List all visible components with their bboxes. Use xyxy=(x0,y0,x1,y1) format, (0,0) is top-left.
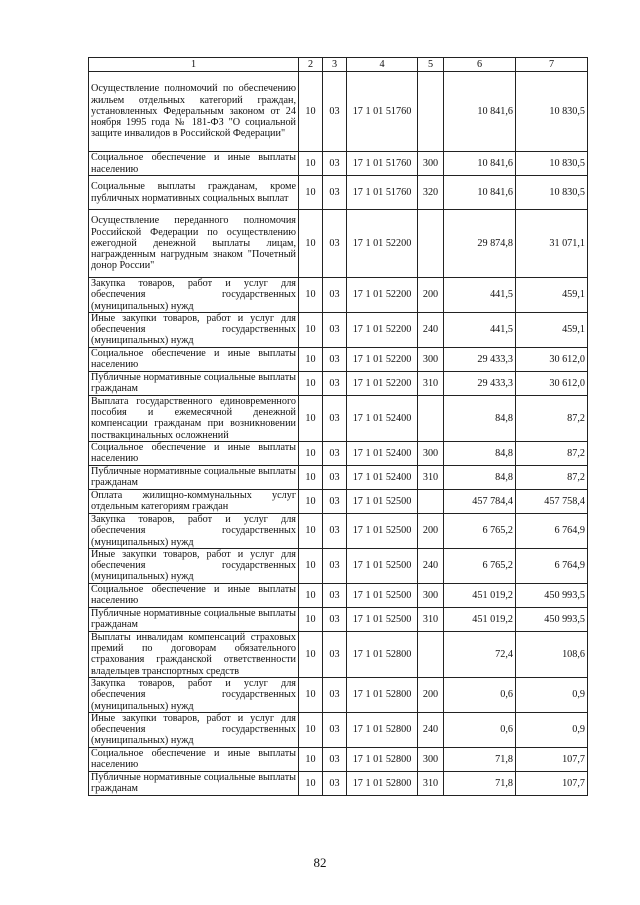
cell-target-article: 17 1 01 52200 xyxy=(347,371,418,395)
cell-name: Публичные нормативные социальные выплаты гражданам xyxy=(89,607,299,631)
cell-subsection: 03 xyxy=(323,152,347,176)
cell-amount-year-1: 71,8 xyxy=(444,771,516,795)
cell-amount-year-2: 107,7 xyxy=(516,747,588,771)
table-row xyxy=(89,747,588,771)
cell-amount-year-2: 87,2 xyxy=(516,441,588,465)
table-row xyxy=(89,371,588,395)
table-row xyxy=(89,631,588,677)
cell-section: 10 xyxy=(299,677,323,712)
cell-subsection: 03 xyxy=(323,441,347,465)
cell-expense-type: 310 xyxy=(418,371,444,395)
cell-section: 10 xyxy=(299,548,323,583)
cell-amount-year-2: 10 830,5 xyxy=(516,72,588,152)
cell-target-article: 17 1 01 52800 xyxy=(347,712,418,747)
cell-subsection: 03 xyxy=(323,747,347,771)
cell-name: Выплаты инвалидам компенсаций страховых премий по договорам обязательного страхования гражданской ответственности владельцев транспортных средств xyxy=(89,631,299,677)
table-row xyxy=(89,176,588,210)
cell-name: Социальное обеспечение и иные выплаты населению xyxy=(89,747,299,771)
cell-subsection: 03 xyxy=(323,395,347,441)
cell-name: Публичные нормативные социальные выплаты гражданам xyxy=(89,771,299,795)
cell-subsection: 03 xyxy=(323,278,347,313)
header-col-2: 2 xyxy=(299,58,323,72)
cell-section: 10 xyxy=(299,771,323,795)
cell-amount-year-1: 71,8 xyxy=(444,747,516,771)
cell-target-article: 17 1 01 52400 xyxy=(347,465,418,489)
cell-section: 10 xyxy=(299,441,323,465)
cell-section: 10 xyxy=(299,583,323,607)
header-col-1: 1 xyxy=(89,58,299,72)
cell-amount-year-2: 30 612,0 xyxy=(516,347,588,371)
cell-expense-type xyxy=(418,489,444,513)
cell-target-article: 17 1 01 52500 xyxy=(347,583,418,607)
table-row xyxy=(89,489,588,513)
cell-section: 10 xyxy=(299,465,323,489)
cell-target-article: 17 1 01 52500 xyxy=(347,489,418,513)
cell-name: Закупка товаров, работ и услуг для обеспечения государственных (муниципальных) нужд xyxy=(89,278,299,313)
cell-expense-type: 240 xyxy=(418,712,444,747)
cell-target-article: 17 1 01 52800 xyxy=(347,771,418,795)
cell-target-article: 17 1 01 52500 xyxy=(347,548,418,583)
cell-section: 10 xyxy=(299,72,323,152)
cell-amount-year-1: 29 874,8 xyxy=(444,210,516,278)
cell-target-article: 17 1 01 52800 xyxy=(347,677,418,712)
cell-subsection: 03 xyxy=(323,465,347,489)
cell-expense-type: 300 xyxy=(418,347,444,371)
cell-name: Иные закупки товаров, работ и услуг для обеспечения государственных (муниципальных) нужд xyxy=(89,712,299,747)
cell-target-article: 17 1 01 52200 xyxy=(347,210,418,278)
table-row xyxy=(89,395,588,441)
cell-expense-type: 320 xyxy=(418,176,444,210)
header-col-7: 7 xyxy=(516,58,588,72)
cell-subsection: 03 xyxy=(323,347,347,371)
table-row xyxy=(89,347,588,371)
cell-target-article: 17 1 01 52800 xyxy=(347,631,418,677)
cell-section: 10 xyxy=(299,347,323,371)
cell-name: Публичные нормативные социальные выплаты гражданам xyxy=(89,465,299,489)
table-row xyxy=(89,278,588,313)
cell-name: Социальные выплаты гражданам, кроме публичных нормативных социальных выплат xyxy=(89,176,299,210)
cell-section: 10 xyxy=(299,395,323,441)
cell-amount-year-1: 10 841,6 xyxy=(444,72,516,152)
cell-section: 10 xyxy=(299,210,323,278)
cell-section: 10 xyxy=(299,278,323,313)
cell-amount-year-1: 451 019,2 xyxy=(444,607,516,631)
cell-amount-year-1: 6 765,2 xyxy=(444,513,516,548)
cell-target-article: 17 1 01 52400 xyxy=(347,441,418,465)
cell-section: 10 xyxy=(299,312,323,347)
cell-name: Осуществление переданного полномочия Российской Федерации по осуществлению ежегодной денежной выплаты лицам, награжденным нагрудным знаком "Почетный донор России" xyxy=(89,210,299,278)
cell-expense-type: 200 xyxy=(418,677,444,712)
header-row xyxy=(89,58,588,72)
cell-target-article: 17 1 01 52800 xyxy=(347,747,418,771)
cell-target-article: 17 1 01 52500 xyxy=(347,513,418,548)
cell-amount-year-1: 29 433,3 xyxy=(444,347,516,371)
cell-target-article: 17 1 01 51760 xyxy=(347,176,418,210)
cell-amount-year-1: 0,6 xyxy=(444,677,516,712)
cell-name: Оплата жилищно-коммунальных услуг отдельным категориям граждан xyxy=(89,489,299,513)
table-row xyxy=(89,152,588,176)
cell-amount-year-2: 87,2 xyxy=(516,465,588,489)
cell-amount-year-2: 107,7 xyxy=(516,771,588,795)
cell-amount-year-1: 72,4 xyxy=(444,631,516,677)
table-row xyxy=(89,771,588,795)
cell-amount-year-1: 84,8 xyxy=(444,441,516,465)
table-row xyxy=(89,677,588,712)
cell-section: 10 xyxy=(299,152,323,176)
cell-target-article: 17 1 01 52400 xyxy=(347,395,418,441)
header-col-4: 4 xyxy=(347,58,418,72)
cell-name: Выплата государственного единовременного пособия и ежемесячной денежной компенсации гражданам при возникновении поствакцинальных осложнений xyxy=(89,395,299,441)
cell-target-article: 17 1 01 52200 xyxy=(347,278,418,313)
cell-amount-year-2: 457 758,4 xyxy=(516,489,588,513)
cell-name: Социальное обеспечение и иные выплаты населению xyxy=(89,441,299,465)
cell-expense-type xyxy=(418,631,444,677)
cell-amount-year-2: 459,1 xyxy=(516,278,588,313)
cell-target-article: 17 1 01 52200 xyxy=(347,312,418,347)
cell-expense-type: 310 xyxy=(418,607,444,631)
table-row xyxy=(89,441,588,465)
header-col-3: 3 xyxy=(323,58,347,72)
table-row xyxy=(89,548,588,583)
cell-expense-type: 300 xyxy=(418,441,444,465)
cell-expense-type xyxy=(418,395,444,441)
table-row xyxy=(89,583,588,607)
table-row xyxy=(89,72,588,152)
cell-expense-type xyxy=(418,210,444,278)
cell-amount-year-1: 0,6 xyxy=(444,712,516,747)
cell-expense-type: 300 xyxy=(418,583,444,607)
cell-subsection: 03 xyxy=(323,72,347,152)
cell-subsection: 03 xyxy=(323,631,347,677)
cell-amount-year-1: 457 784,4 xyxy=(444,489,516,513)
cell-amount-year-1: 6 765,2 xyxy=(444,548,516,583)
cell-target-article: 17 1 01 51760 xyxy=(347,152,418,176)
cell-amount-year-2: 31 071,1 xyxy=(516,210,588,278)
cell-target-article: 17 1 01 51760 xyxy=(347,72,418,152)
cell-section: 10 xyxy=(299,747,323,771)
cell-name: Иные закупки товаров, работ и услуг для обеспечения государственных (муниципальных) нужд xyxy=(89,548,299,583)
cell-subsection: 03 xyxy=(323,548,347,583)
cell-name: Закупка товаров, работ и услуг для обеспечения государственных (муниципальных) нужд xyxy=(89,677,299,712)
cell-expense-type: 300 xyxy=(418,152,444,176)
cell-expense-type: 200 xyxy=(418,513,444,548)
cell-subsection: 03 xyxy=(323,677,347,712)
cell-section: 10 xyxy=(299,489,323,513)
cell-section: 10 xyxy=(299,712,323,747)
cell-expense-type: 300 xyxy=(418,747,444,771)
table-row xyxy=(89,607,588,631)
cell-name: Осуществление полномочий по обеспечению жильем отдельных категорий граждан, установленных Федеральным законом от 24 ноября 1995 года № 181-ФЗ "О социальной защите инвалидов в Российской Федерации" xyxy=(89,72,299,152)
cell-amount-year-2: 10 830,5 xyxy=(516,152,588,176)
cell-amount-year-1: 441,5 xyxy=(444,278,516,313)
cell-amount-year-1: 84,8 xyxy=(444,395,516,441)
cell-amount-year-2: 87,2 xyxy=(516,395,588,441)
cell-amount-year-2: 108,6 xyxy=(516,631,588,677)
cell-name: Социальное обеспечение и иные выплаты населению xyxy=(89,583,299,607)
cell-target-article: 17 1 01 52200 xyxy=(347,347,418,371)
cell-subsection: 03 xyxy=(323,176,347,210)
cell-section: 10 xyxy=(299,607,323,631)
cell-target-article: 17 1 01 52500 xyxy=(347,607,418,631)
cell-expense-type: 240 xyxy=(418,312,444,347)
cell-amount-year-1: 10 841,6 xyxy=(444,152,516,176)
header-col-5: 5 xyxy=(418,58,444,72)
cell-subsection: 03 xyxy=(323,489,347,513)
cell-subsection: 03 xyxy=(323,712,347,747)
cell-section: 10 xyxy=(299,176,323,210)
cell-amount-year-1: 84,8 xyxy=(444,465,516,489)
cell-expense-type: 310 xyxy=(418,465,444,489)
table-row xyxy=(89,712,588,747)
table-row xyxy=(89,465,588,489)
page-number: 82 xyxy=(313,855,327,870)
cell-subsection: 03 xyxy=(323,371,347,395)
cell-subsection: 03 xyxy=(323,583,347,607)
cell-amount-year-1: 10 841,6 xyxy=(444,176,516,210)
cell-subsection: 03 xyxy=(323,771,347,795)
cell-amount-year-1: 451 019,2 xyxy=(444,583,516,607)
cell-subsection: 03 xyxy=(323,312,347,347)
cell-amount-year-1: 29 433,3 xyxy=(444,371,516,395)
cell-subsection: 03 xyxy=(323,513,347,548)
cell-amount-year-1: 441,5 xyxy=(444,312,516,347)
cell-name: Публичные нормативные социальные выплаты гражданам xyxy=(89,371,299,395)
cell-amount-year-2: 6 764,9 xyxy=(516,548,588,583)
cell-amount-year-2: 450 993,5 xyxy=(516,607,588,631)
cell-name: Закупка товаров, работ и услуг для обеспечения государственных (муниципальных) нужд xyxy=(89,513,299,548)
cell-expense-type: 200 xyxy=(418,278,444,313)
cell-amount-year-2: 0,9 xyxy=(516,677,588,712)
cell-name: Социальное обеспечение и иные выплаты населению xyxy=(89,152,299,176)
header-col-6: 6 xyxy=(444,58,516,72)
table-row xyxy=(89,210,588,278)
cell-amount-year-2: 30 612,0 xyxy=(516,371,588,395)
cell-expense-type: 310 xyxy=(418,771,444,795)
cell-amount-year-2: 10 830,5 xyxy=(516,176,588,210)
cell-section: 10 xyxy=(299,371,323,395)
cell-expense-type xyxy=(418,72,444,152)
table-body xyxy=(89,72,588,796)
cell-amount-year-2: 0,9 xyxy=(516,712,588,747)
cell-expense-type: 240 xyxy=(418,548,444,583)
cell-subsection: 03 xyxy=(323,210,347,278)
cell-amount-year-2: 6 764,9 xyxy=(516,513,588,548)
budget-table xyxy=(88,57,588,796)
cell-section: 10 xyxy=(299,631,323,677)
table-row xyxy=(89,312,588,347)
cell-amount-year-2: 450 993,5 xyxy=(516,583,588,607)
cell-amount-year-2: 459,1 xyxy=(516,312,588,347)
cell-section: 10 xyxy=(299,513,323,548)
cell-name: Иные закупки товаров, работ и услуг для обеспечения государственных (муниципальных) нужд xyxy=(89,312,299,347)
cell-name: Социальное обеспечение и иные выплаты населению xyxy=(89,347,299,371)
cell-subsection: 03 xyxy=(323,607,347,631)
table-row xyxy=(89,513,588,548)
